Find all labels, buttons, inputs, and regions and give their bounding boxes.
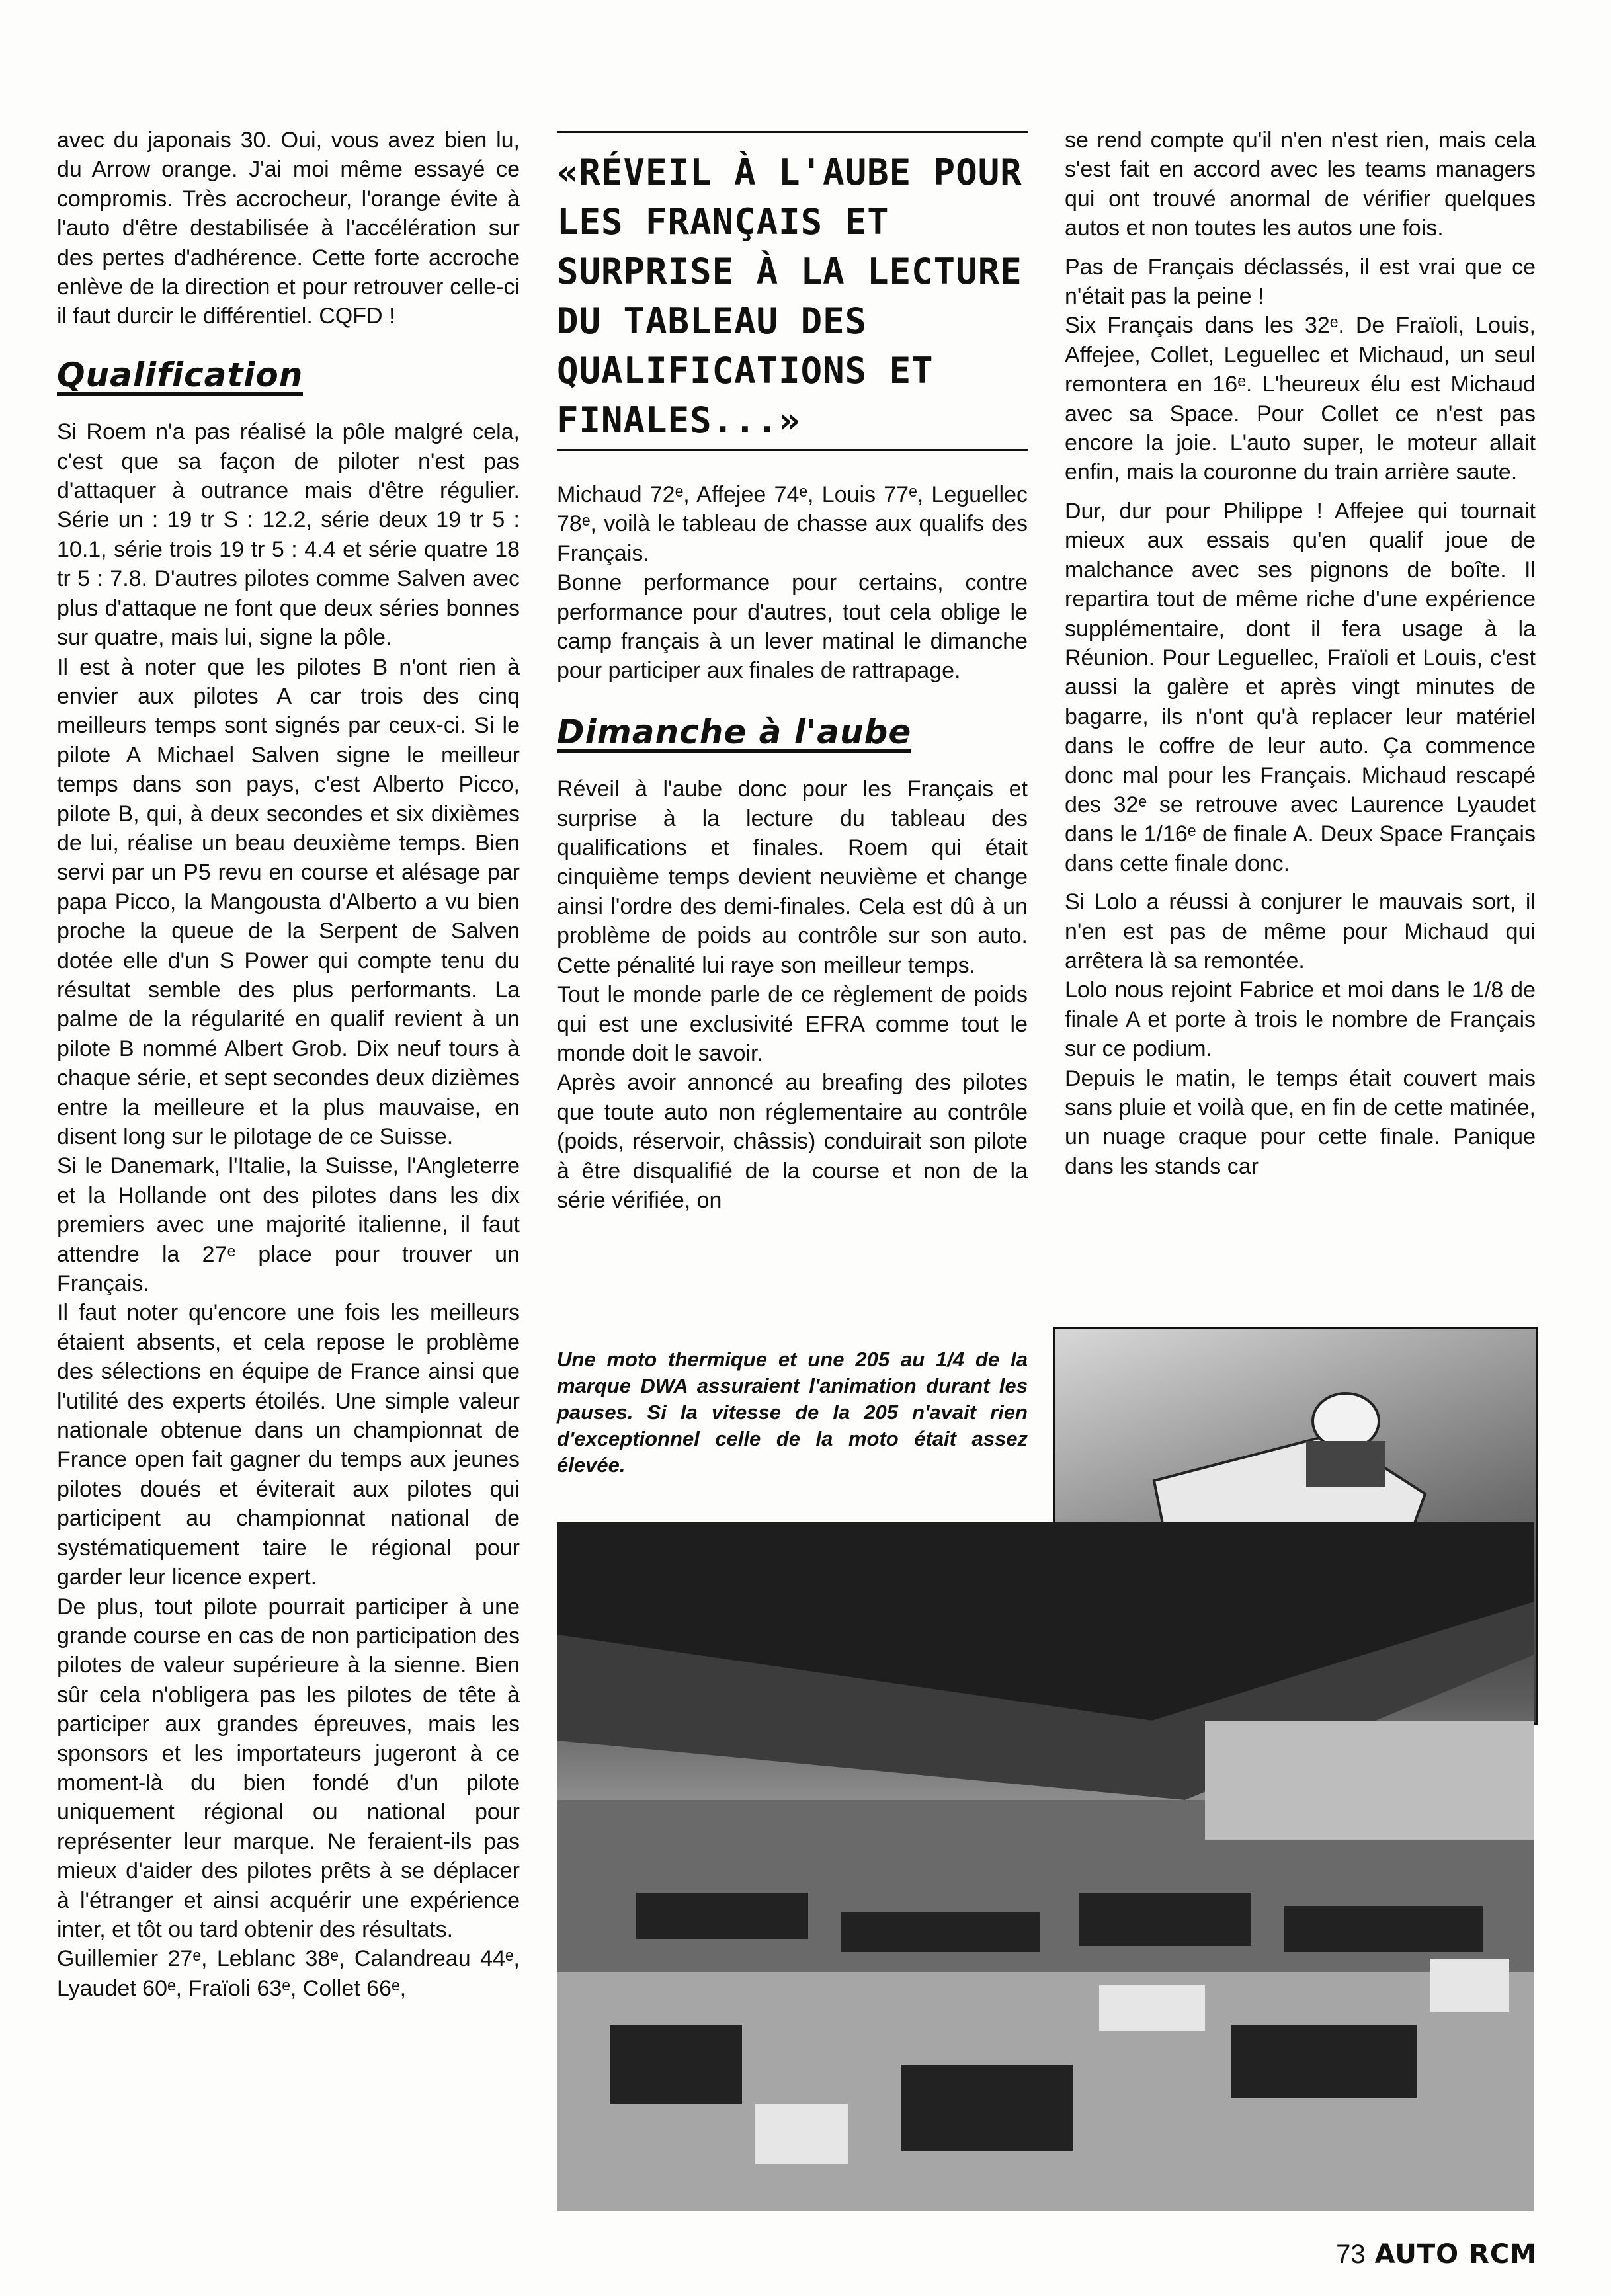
photo-caption: Une moto thermique et une 205 au 1/4 de la marque DWA assuraient l'animation durant les pauses. Si la vitesse de la 205 n'avait rien d'exceptionnel celle de la moto était assez élevée.: [557, 1348, 1028, 1477]
column-1: [57, 126, 520, 2003]
page-footer: [1336, 2239, 1537, 2270]
paragraph: Si Lolo a réussi à conjurer le mauvais sort, il n'en est pas de même pour Michaud qui arrêtera là sa remontée.: [1065, 889, 1536, 973]
paragraph: Six Français dans les 32ᵉ. De Fraïoli, Louis, Affejee, Collet, Leguellec et Michaud, un seul remontera en 16ᵉ. L'heureux élu est Michaud avec sa Space. Pour Collet ce n'est pas encore la joie. L'auto super, le moteur allait enfin, mais la couronne du train arrière saute.: [1065, 313, 1536, 485]
paragraph: Depuis le matin, le temps était couvert mais sans pluie et voilà que, en fin de cette matinée, un nuage craque pour cette finale. Panique dans les stands car: [1065, 1065, 1536, 1179]
column-3: [1065, 126, 1536, 1181]
paragraph: se rend compte qu'il n'en n'est rien, mais cela s'est fait en accord avec les teams managers qui ont trouvé anormal de vérifier quelques autos et non toutes les autos une fois.: [1065, 128, 1536, 241]
paragraph: De plus, tout pilote pourrait participer à une grande course en cas de non participation des pilotes de valeur supérieure à la sienne. Bien sûr cela n'obligera pas les pilotes de tête à participer aux grandes épreuves, mais les sponsors et les importateurs jugeront à ce moment-là du bien fondé d'un pilote uniquement régional ou national pour représenter leur marque. Ne feraient-ils pas mieux d'aider des pilotes prêts à se déplacer à l'étranger et ainsi acquérir une expérience inter, et tôt ou tard obtenir des résultats.: [57, 1594, 520, 1942]
paragraph: Il faut noter qu'encore une fois les meilleurs étaient absents, et cela repose le problème des sélections en équipe de France ainsi que l'utilité des experts étoilés. Une simple valeur nationale obtenue dans un championnat de France open fait gagner du temps aux jeunes pilotes doués et éviterait aux pilotes qui participent au championnat national de systématiquement taire le régional pour garder leur licence expert.: [57, 1300, 520, 1590]
paragraph: Tout le monde parle de ce règlement de poids qui est une exclusivité EFRA comme tout le monde doit le savoir.: [557, 982, 1028, 1066]
pit-tent-illustration: [557, 1522, 1534, 2211]
paragraph: Lolo nous rejoint Fabrice et moi dans le 1/8 de finale A et porte à trois le nombre de Français sur ce podium.: [1065, 977, 1536, 1062]
paragraph: Pas de Français déclassés, il est vrai que ce n'était pas la peine !: [1065, 254, 1536, 309]
column-2: [557, 131, 1028, 1215]
paragraph: Il est à noter que les pilotes B n'ont rien à envier aux pilotes A car trois des cinq meilleurs temps sont signés par ceux-ci. Si le pilote A Michael Salven signe le meilleur temps dans son pays, c'est Alberto Picco, pilote B, qui, à deux secondes et six dixièmes de lui, réalise un beau deuxième temps. Bien servi par un P5 revu en course et alésage par papa Picco, la Mangousta d'Alberto a vu bien proche la queue de la Serpent de Salven dotée elle d'un S Power qui compte tenu du résultat semble des plus performants. La palme de la régularité en qualif revient à un pilote B nommé Albert Grob. Dix neuf tours à chaque série, et sept secondes deux dizièmes entre la meilleure et la plus mauvaise, en disent long sur le pilotage de ce Suisse.: [57, 654, 520, 1149]
paragraph: Après avoir annoncé au breafing des pilotes que toute auto non réglementaire au contrôle (poids, réservoir, châssis) conduirait son pilote à être disqualifié de la course et non de la série vérifiée, on: [557, 1070, 1028, 1213]
section-heading-dimanche: Dimanche à l'aube: [557, 718, 911, 753]
paragraph: Michaud 72ᵉ, Affejee 74ᵉ, Louis 77ᵉ, Leguellec 78ᵉ, voilà le tableau de chasse aux qualifs des Français.: [557, 482, 1028, 566]
paragraph: Si le Danemark, l'Italie, la Suisse, l'Angleterre et la Hollande ont des pilotes dans les dix premiers avec une majorité italienne, il faut attendre la 27ᵉ place pour trouver un Français.: [57, 1153, 520, 1297]
paragraph: Réveil à l'aube donc pour les Français et surprise à la lecture du tableau des qualifications et finales. Roem qui était cinquième temps devient neuvième et change ainsi l'ordre des demi-finales. Cela est dû à un problème de poids au contrôle sur son auto. Cette pénalité lui raye son meilleur temps.: [557, 776, 1028, 978]
paragraph: Dur, dur pour Philippe ! Affejee qui tournait mieux aux essais qu'en qualif joue de malchance avec ses pignons de boîte. Il repartira tout de même riche d'une expérience supplémentaire, dont il fera usage à la Réunion. Pour Leguellec, Fraïoli et Louis, c'est aussi la galère et après vingt minutes de bagarre, ils n'ont qu'à replacer leur matériel dans le coffre de leur auto. Ça commence donc mal pour les Français. Michaud rescapé des 32ᵉ se retrouve avec Laurence Lyaudet dans le 1/16ᵉ de finale A. Deux Space Français dans cette finale donc.: [1065, 498, 1536, 876]
column-2-body: [557, 480, 1028, 1215]
paragraph: Guillemier 27ᵉ, Leblanc 38ᵉ, Calandreau 44ᵉ, Lyaudet 60ᵉ, Fraïoli 63ᵉ, Collet 66ᵉ,: [57, 1946, 520, 2001]
pit-tent-photo: [557, 1522, 1534, 2211]
paragraph: avec du japonais 30. Oui, vous avez bien lu, du Arrow orange. J'ai moi même essayé ce compromis. Très accrocheur, l'orange évite à l'auto d'être destabilisée à l'accélération sur des pertes d'adhérence. Cette forte accroche enlève de la direction et pour retrouver celle-ci il faut durcir le différentiel. CQFD !: [57, 128, 520, 329]
section-heading-qualification: Qualification: [57, 360, 303, 396]
page-number: 73: [1336, 2240, 1366, 2269]
paragraph: Bonne performance pour certains, contre performance pour d'autres, tout cela oblige le camp français à un lever matinal le dimanche pour participer aux finales de rattrapage.: [557, 570, 1028, 684]
magazine-brand: AUTO RCM: [1374, 2239, 1537, 2270]
paragraph: Si Roem n'a pas réalisé la pôle malgré cela, c'est que sa façon de piloter n'est pas d'attaquer à outrance mais d'être régulier. Série un : 19 tr S : 12.2, série deux 19 tr 5 : 10.1, série trois 19 tr 5 : 4.4 et série quatre 18 tr 5 : 7.8. D'autres pilotes comme Salven avec plus d'attaque ne font que deux séries bonnes sur quatre, mais lui, signe la pôle.: [57, 419, 520, 651]
pull-quote: «RÉVEIL À L'AUBE POUR LES FRANÇAIS ET SURPRISE À LA LECTURE DU TABLEAU DES QUALIFICATIONS ET FINALES...»: [557, 131, 1028, 451]
